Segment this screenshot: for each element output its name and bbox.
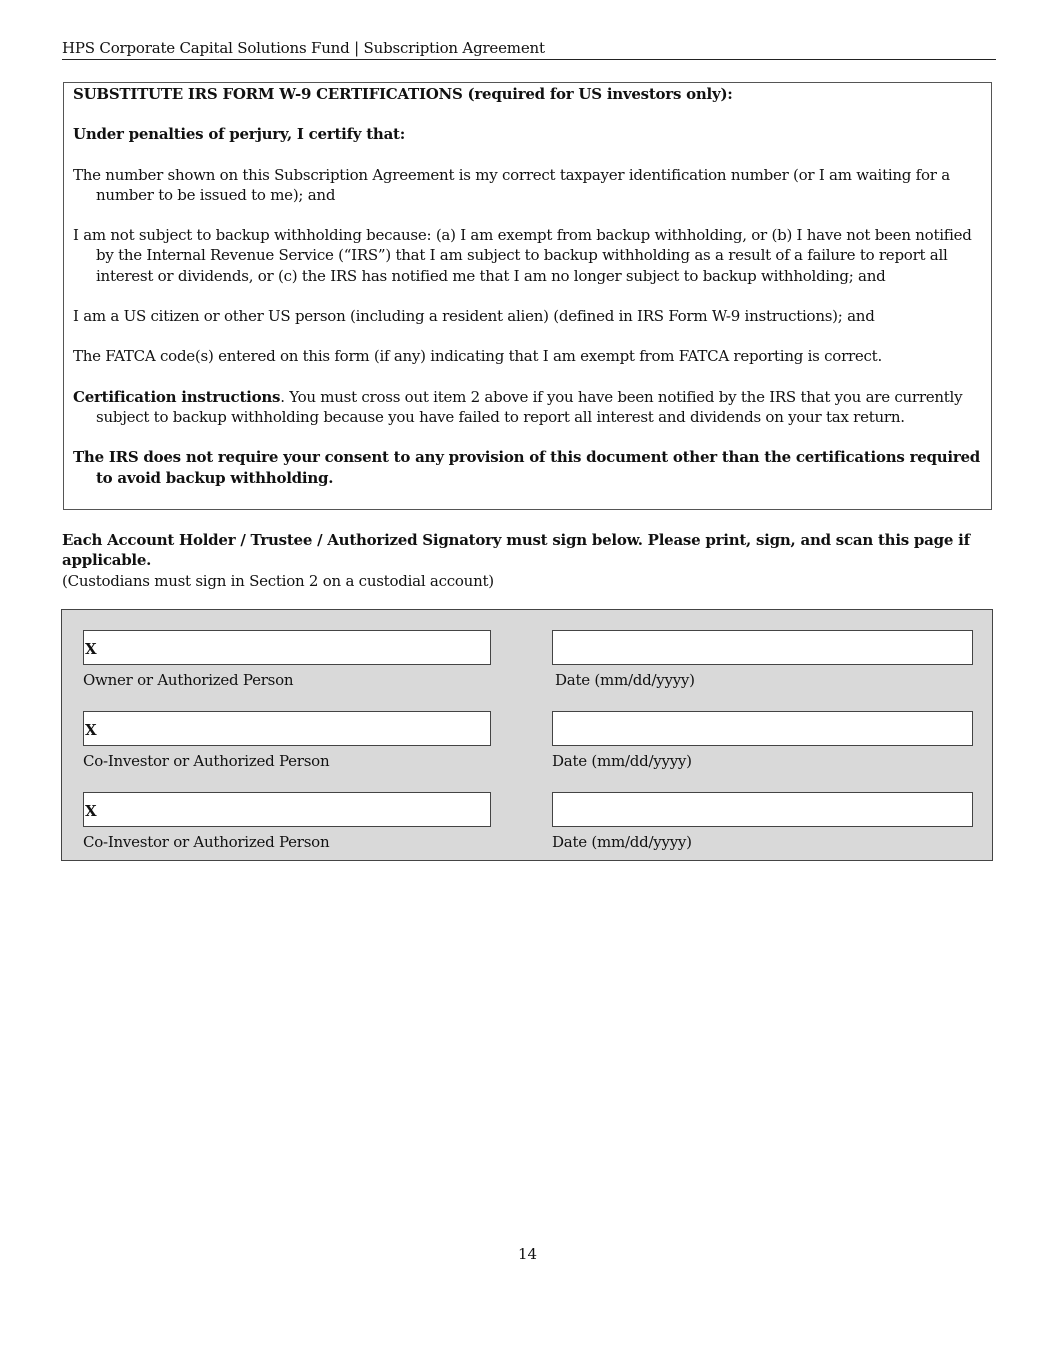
co-investor-1-date-label: Date (mm/dd/yyyy) (552, 752, 692, 770)
signature-x-mark: X (85, 640, 97, 658)
certification-item-4: The FATCA code(s) entered on this form (if any) indicating that I am exempt from FATCA reporting is correct. (73, 347, 882, 366)
owner-date-label: Date (mm/dd/yyyy) (555, 671, 695, 689)
signature-panel (61, 609, 993, 861)
co-investor-1-signature-label: Co-Investor or Authorized Person (83, 752, 330, 770)
signing-instruction-text: Each Account Holder / Trustee / Authorized Signatory must sign below. Please print, sign, and scan this page if applicable. (62, 531, 970, 570)
page-number: 14 (517, 1245, 538, 1263)
w9-heading: SUBSTITUTE IRS FORM W-9 CERTIFICATIONS (required for US investors only): (73, 85, 733, 103)
w9-certifications-box (63, 82, 992, 510)
running-header: HPS Corporate Capital Solutions Fund | Subscription Agreement (62, 38, 996, 60)
certification-item-3: I am a US citizen or other US person (including a resident alien) (defined in IRS Form W-9 instructions); and (73, 307, 875, 326)
co-investor-2-date-field[interactable] (552, 792, 973, 827)
perjury-statement: Under penalties of perjury, I certify that: (73, 125, 406, 144)
co-investor-2-signature-label: Co-Investor or Authorized Person (83, 833, 330, 851)
signing-instructions (62, 530, 992, 591)
certification-instructions-label: Certification instructions (73, 387, 281, 406)
owner-date-field[interactable] (552, 630, 973, 665)
co-investor-1-signature-field[interactable] (83, 711, 491, 746)
owner-signature-label: Owner or Authorized Person (83, 671, 294, 689)
signature-x-mark: X (85, 721, 97, 739)
owner-signature-field[interactable] (83, 630, 491, 665)
signature-x-mark: X (85, 802, 97, 820)
custodian-note: (Custodians must sign in Section 2 on a custodial account) (62, 571, 494, 590)
certification-item-1: The number shown on this Subscription Agreement is my correct taxpayer identification number (or I am waiting for a number to be issued to me); and (73, 165, 950, 204)
certification-instructions (73, 387, 982, 428)
co-investor-2-date-label: Date (mm/dd/yyyy) (552, 833, 692, 851)
certification-item-2: I am not subject to backup withholding because: (a) I am exempt from backup withholding, or (b) I have not been notified by the Internal Revenue Service (“IRS”) that I am subject to backup withholding as a result of a failure to report all interest or dividends, or (c) the IRS has notified me that I am no longer subject to backup withholding; and (73, 226, 972, 285)
co-investor-2-signature-field[interactable] (83, 792, 491, 827)
irs-consent-statement: The IRS does not require your consent to any provision of this document other than the certifications required to avoid backup withholding. (73, 448, 981, 487)
co-investor-1-date-field[interactable] (552, 711, 973, 746)
certification-instructions-text: . You must cross out item 2 above if you have been notified by the IRS that you are currently subject to backup withholding because you have failed to report all interest and dividends on your tax return. (96, 387, 963, 426)
